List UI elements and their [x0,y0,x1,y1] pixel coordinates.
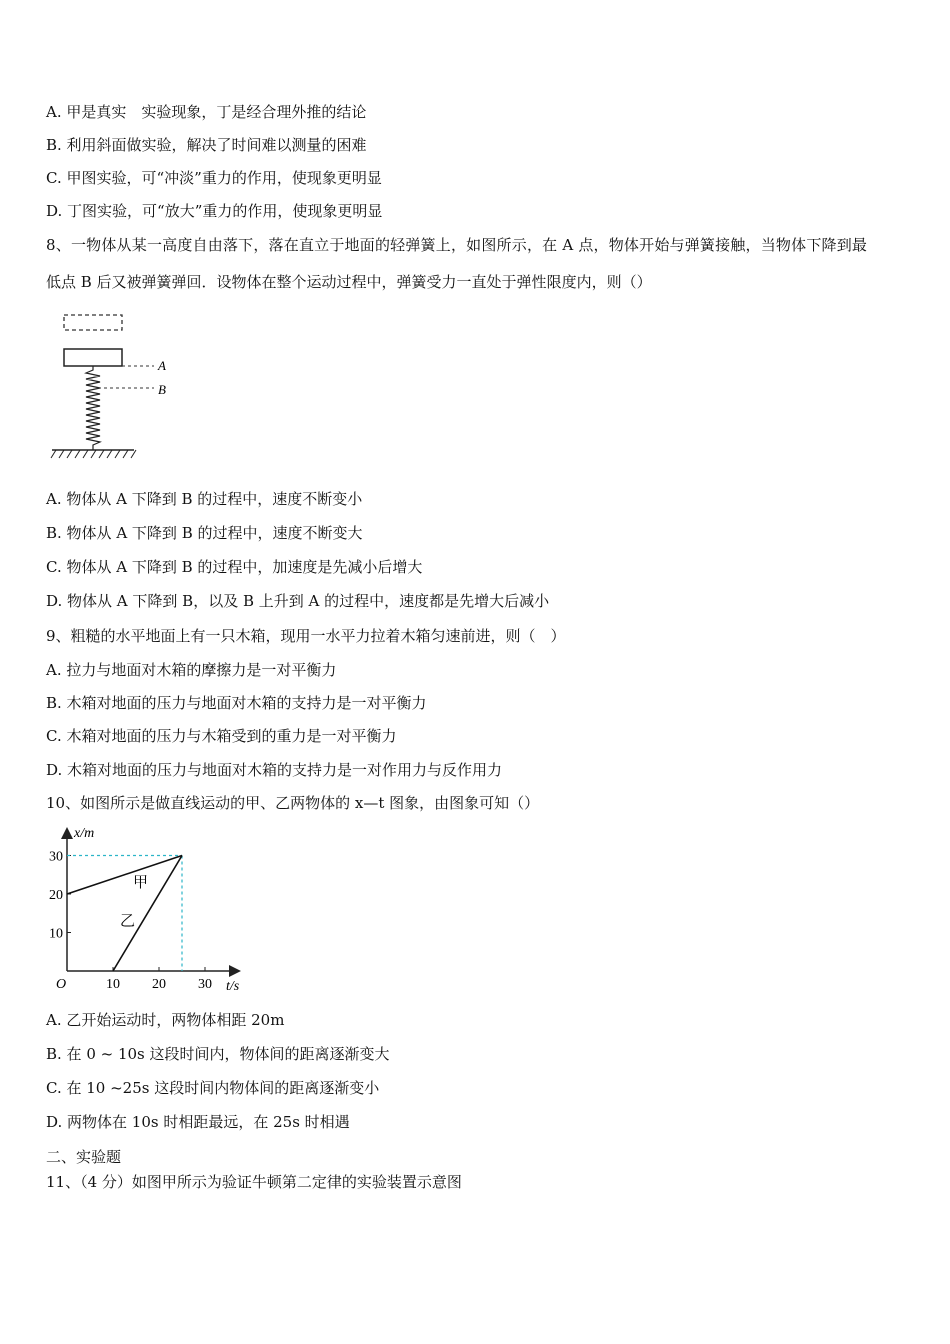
q10-option-c: C. 在 10 ~25s 这段时间内物体间的距离逐渐变小 [46,1079,380,1097]
q9-option-c: C. 木箱对地面的压力与木箱受到的重力是一对平衡力 [46,727,397,745]
q8-stem-line2: 低点 B 后又被弹簧弹回．设物体在整个运动过程中，弹簧受力一直处于弹性限度内，则（） [46,273,652,291]
spring [86,366,100,450]
label-b: B [158,382,166,397]
q11-stem: 11、（4 分）如图甲所示为验证牛顿第二定律的实验装置示意图 [46,1173,462,1191]
section-title: 二、实验题 [46,1148,122,1166]
series-line-1 [67,856,182,895]
q7-option-a: A. 甲是真实 实验现象，丁是经合理外推的结论 [46,103,367,121]
ground-hatch [51,450,136,458]
y-tick-label: 20 [49,888,63,903]
y-tick-label: 30 [49,849,63,865]
q8-option-a: A. 物体从 A 下降到 B 的过程中，速度不断变小 [46,490,363,508]
q8-option-d: D. 物体从 A 下降到 B，以及 B 上升到 A 的过程中，速度都是先增大后减小 [46,592,550,610]
solid-block [64,349,122,366]
x-tick-label: 10 [106,977,120,992]
x-tick-label: 20 [152,977,166,992]
q10-option-a: A. 乙开始运动时，两物体相距 20m [46,1011,285,1029]
xt-graph [36,820,256,998]
x-axis-label: t/s [226,979,240,994]
q8-stem-line1: 8、一物体从某一高度自由落下，落在直立于地面的轻弹簧上，如图所示，在 A 点，物体开始与弹簧接触，当物体下降到最 [46,236,868,254]
q10-stem: 10、如图所示是做直线运动的甲、乙两物体的 x—t 图象，由图象可知（） [46,794,540,812]
dashed-block [64,315,122,330]
q8-option-c: C. 物体从 A 下降到 B 的过程中，加速度是先减小后增大 [46,558,423,576]
y-tick-label: 10 [49,926,63,942]
q7-option-d: D. 丁图实验，可“放大”重力的作用，使现象更明显 [46,202,383,220]
q7-option-c: C. 甲图实验，可“冲淡”重力的作用，使现象更明显 [46,169,382,187]
label-a: A [158,358,166,373]
q9-option-b: B. 木箱对地面的压力与地面对木箱的支持力是一对平衡力 [46,694,427,712]
q7-option-b: B. 利用斜面做实验，解决了时间难以测量的困难 [46,136,367,154]
q9-option-a: A. 拉力与地面对木箱的摩擦力是一对平衡力 [46,661,337,679]
series-label-2: 乙 [119,913,136,930]
q9-option-d: D. 木箱对地面的压力与地面对木箱的支持力是一对作用力与反作用力 [46,761,503,779]
origin-label: O [56,977,67,992]
q10-option-b: B. 在 0 ~ 10s 这段时间内，物体间的距离逐渐变大 [46,1045,390,1063]
spring-figure [46,308,186,460]
x-tick-label: 30 [198,977,212,992]
q9-stem: 9、粗糙的水平地面上有一只木箱，现用一水平力拉着木箱匀速前进，则（ ） [46,627,566,645]
y-axis-label: x/m [74,826,95,841]
q10-option-d: D. 两物体在 10s 时相距最远，在 25s 时相遇 [46,1113,350,1131]
series-label-1: 甲 [132,874,149,891]
q8-option-b: B. 物体从 A 下降到 B 的过程中，速度不断变大 [46,524,363,542]
